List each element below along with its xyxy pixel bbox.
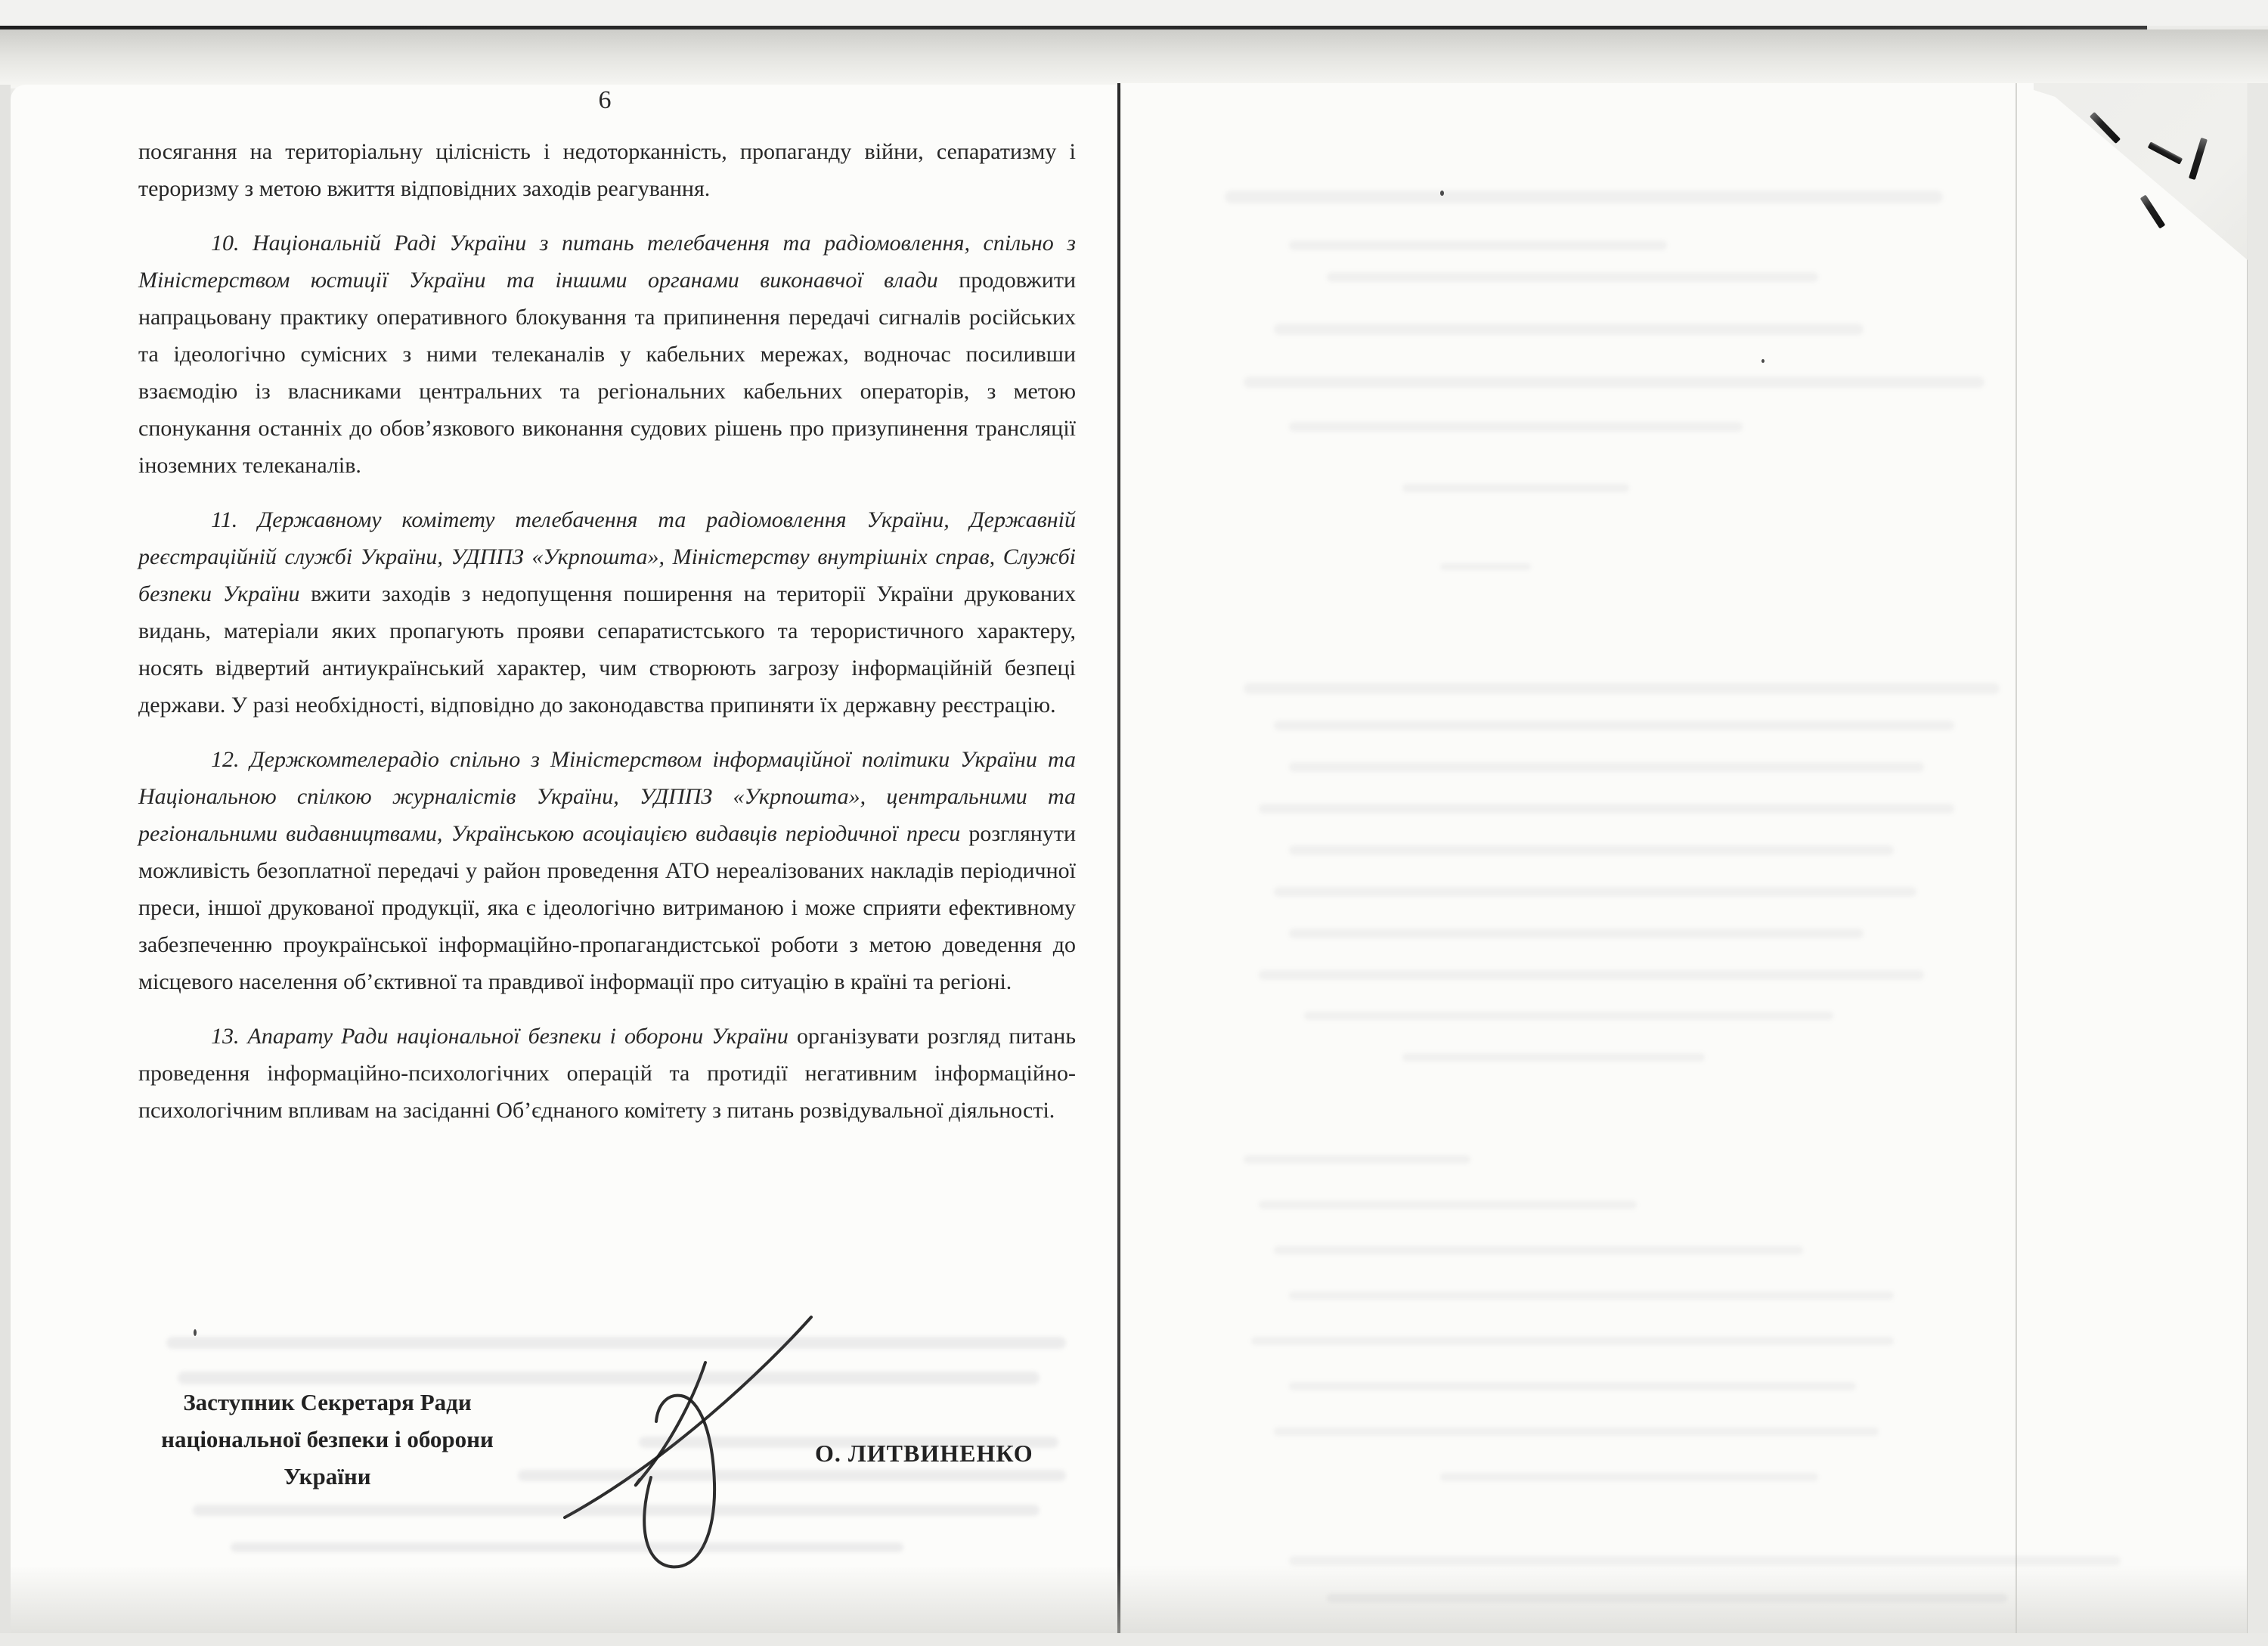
scanner-bottom-strip xyxy=(0,1633,2268,1646)
bleed-through-smudge xyxy=(1274,721,1954,730)
bleed-through-smudge xyxy=(1289,1556,2121,1566)
numbered-paragraph xyxy=(138,501,1076,724)
scan-speck xyxy=(194,1329,197,1336)
bleed-through-smudge xyxy=(1289,422,1743,432)
bleed-through-smudge xyxy=(1274,1246,1803,1254)
paragraph-number: 12. xyxy=(211,747,250,772)
paragraph-text-segment: продовжити напрацьовану практику оперативного блокування та припинення передачі сигналів російських та ідеологічно сумісних з ними телеканалів у кабельних мережах, водночас посиливши взаємодію із власниками центральних та регіональних кабельних операторів, з метою спонукання останніх до обов’язкового виконання судових рішень про призупинення трансляції іноземних телеканалів. xyxy=(138,268,1076,478)
bleed-through-smudge xyxy=(1289,1291,1894,1300)
bleed-through-smudge xyxy=(1259,804,1954,814)
signatory-title xyxy=(127,1384,528,1495)
document-body xyxy=(138,133,1076,1146)
right-scan-edge xyxy=(2247,83,2268,1635)
scan-speck xyxy=(1761,359,1765,363)
bleed-through-smudge xyxy=(1274,887,1916,897)
paragraph-number: 10. xyxy=(211,231,253,256)
bleed-through-smudge xyxy=(1289,928,1864,938)
paragraph-text-segment: вжити заходів з недопущення поширення на території України друкованих видань, матеріали яких пропагують прояви сепаратистського та терористичного характеру, носять відвертий антиукраїнський характер, чим створюють загрозу інформаційній безпеці держави. У разі необхідності, відповідно до законодавства припиняти їх державну реєстрацію. xyxy=(138,581,1076,718)
bleed-through-smudge xyxy=(231,1542,903,1552)
top-curvature-shadow xyxy=(0,29,2268,88)
scanner-top-strip xyxy=(0,0,2268,26)
paragraph-number: 11. xyxy=(211,507,259,532)
bleed-through-smudge xyxy=(1244,683,2000,694)
signatory-title-line: національної безпеки і оборони xyxy=(161,1426,494,1452)
numbered-paragraph xyxy=(138,1018,1076,1129)
center-fold-line xyxy=(1117,83,1120,1635)
paragraph-text-segment: Держкомтелерадіо спільно з Міністерством інформаційної політики України та Національною спілкою журналістів України, УДППЗ «Укрпошта», центральними та регіональними видавництвами, Українською асоціацією видавців періодичної преси xyxy=(138,747,1076,846)
bleed-through-smudge xyxy=(1440,1473,1818,1481)
bleed-through-smudge xyxy=(1251,1337,1894,1345)
bleed-through-smudge xyxy=(193,1505,1040,1516)
left-scan-edge xyxy=(0,85,11,1646)
bleed-through-smudge xyxy=(1244,1155,1470,1164)
bleed-through-smudge xyxy=(639,1437,1058,1448)
bleed-through-smudge xyxy=(1259,1201,1637,1209)
bleed-through-smudge xyxy=(1289,240,1667,250)
bleed-through-smudge xyxy=(1402,484,1629,492)
bleed-through-smudge xyxy=(178,1372,1040,1384)
bleed-through-smudge xyxy=(1289,1382,1856,1390)
bleed-through-smudge xyxy=(1327,272,1818,282)
signatory-title-line: України xyxy=(284,1463,371,1489)
paragraph-text-segment: Державному комітету телебачення та радіомовлення України, Державній реєстраційній службі України, УДППЗ «Укрпошта», Міністерству внутрішніх справ, Службі безпеки України xyxy=(138,507,1076,606)
paragraph-text-segment: організувати розгляд питань проведення інформаційно-психологічних операцій та протидії негативним інформаційно-психологічним впливам на засіданні Об’єднаного комітету з питань розвідувальної діяльності. xyxy=(138,1024,1077,1123)
bleed-through-smudge xyxy=(1274,324,1864,335)
bleed-through-smudge xyxy=(1244,377,1984,388)
page-number: 6 xyxy=(598,86,612,114)
bleed-through-smudge xyxy=(518,1470,1066,1481)
bleed-through-smudge xyxy=(1259,970,1924,980)
paragraph-text-segment: розглянути можливість безоплатної передачі у район проведення АТО нереалізованих накладів періодичної преси, іншої друкованої продукції, яка є ідеологічно витриманою і може сприяти ефективному забезпеченню проукраїнської інформаційно-пропагандистської роботи з метою доведення до місцевого населення об’єктивної та правдивої інформації про ситуацію в країні та регіоні. xyxy=(138,821,1076,994)
numbered-paragraph xyxy=(138,741,1076,1000)
right-page-crease xyxy=(2015,83,2017,1635)
signatory-title-line: Заступник Секретаря Ради xyxy=(183,1389,472,1415)
bleed-through-smudge xyxy=(1289,845,1894,855)
numbered-paragraph xyxy=(138,225,1076,484)
bleed-through-smudge xyxy=(1225,191,1943,203)
bleed-through-smudge xyxy=(1274,1427,1879,1436)
paragraph-text-segment: Національній Раді України з питань телебачення та радіомовлення, спільно з Міністерством юстиції України та іншими органами виконавчої влади xyxy=(138,231,1076,293)
bleed-through-smudge xyxy=(166,1337,1066,1349)
paragraph-text-segment: Апарату Ради національної безпеки і оборони України xyxy=(247,1024,789,1049)
opening-paragraph-continuation: посягання на територіальну цілісність і недоторканність, пропаганду війни, сепаратизму і тероризму з метою вжиття відповідних заходів реагування. xyxy=(138,139,1076,201)
bleed-through-smudge xyxy=(1440,563,1531,570)
right-page xyxy=(1121,83,2247,1635)
bleed-through-smudge xyxy=(1402,1053,1705,1062)
paragraph-number: 13. xyxy=(211,1024,248,1049)
bleed-through-smudge xyxy=(1304,1012,1833,1020)
bleed-through-smudge xyxy=(1289,762,1924,772)
bleed-through-smudge xyxy=(1327,1594,2007,1602)
signatory-name: О. ЛИТВИНЕНКО xyxy=(815,1440,1033,1467)
